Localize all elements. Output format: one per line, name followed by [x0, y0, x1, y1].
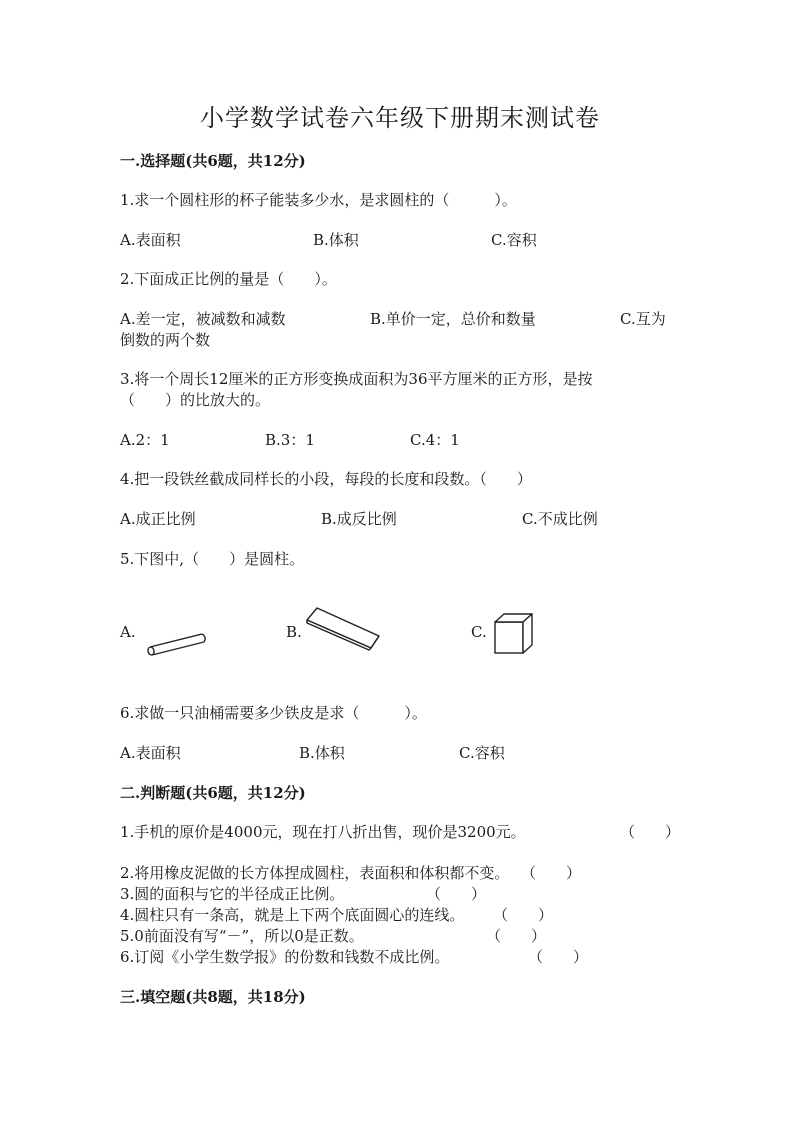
question-4: 4.把一段铁丝截成同样长的小段，每段的长度和段数。（ ）	[120, 470, 532, 488]
question-2: 2.下面成正比例的量是（ ）。	[120, 270, 337, 288]
q1-option-c: C.容积	[491, 231, 537, 249]
q3-option-a: A.2：1	[120, 431, 170, 449]
q2-option-a: A.差一定，被减数和减数	[120, 310, 286, 328]
judgment-5: 5.0前面没有写“－”，所以0是正数。	[120, 927, 364, 945]
page-title: 小学数学试卷六年级下册期末测试卷	[200, 104, 600, 132]
rectangular-bar-figure	[305, 606, 381, 652]
q2-option-c-wrap: 倒数的两个数	[120, 331, 211, 349]
q5-option-c: C.	[471, 623, 487, 641]
question-3-line2: （ ）的比放大的。	[120, 391, 271, 409]
q2-option-b: B.单价一定，总价和数量	[370, 310, 536, 328]
section-heading-judgment: 二.判断题(共6题，共12分)	[120, 784, 306, 802]
judgment-6-blank: （ ）	[528, 948, 589, 966]
q2-option-c: C.互为	[620, 310, 666, 328]
judgment-4: 4.圆柱只有一条高，就是上下两个底面圆心的连线。	[120, 906, 465, 924]
judgment-2-blank: （ ）	[521, 864, 582, 882]
question-6: 6.求做一只油桶需要多少铁皮是求（ ）。	[120, 704, 427, 722]
judgment-3-blank: （ ）	[426, 885, 487, 903]
section-heading-fill: 三.填空题(共8题，共18分)	[120, 988, 306, 1006]
section-heading-choice: 一.选择题(共6题，共12分)	[120, 152, 306, 170]
q1-option-a: A.表面积	[120, 231, 181, 249]
question-3-line1: 3.将一个周长12厘米的正方形变换成面积为36平方厘米的正方形，是按	[120, 370, 593, 388]
q3-option-c: C.4：1	[410, 431, 460, 449]
judgment-1-blank: （ ）	[620, 823, 681, 841]
question-5: 5.下图中,（ ）是圆柱。	[120, 550, 305, 568]
judgment-3: 3.圆的面积与它的半径成正比例。	[120, 885, 345, 903]
judgment-4-blank: （ ）	[493, 906, 554, 924]
q4-option-c: C.不成比例	[522, 510, 598, 528]
judgment-5-blank: （ ）	[486, 927, 547, 945]
judgment-6: 6.订阅《小学生数学报》的份数和钱数不成比例。	[120, 948, 450, 966]
q6-option-b: B.体积	[299, 744, 345, 762]
q1-option-b: B.体积	[313, 231, 359, 249]
judgment-1: 1.手机的原价是4000元，现在打八折出售，现价是3200元。	[120, 823, 526, 841]
q4-option-a: A.成正比例	[120, 510, 196, 528]
q3-option-b: B.3：1	[265, 431, 315, 449]
thin-cylinder-figure	[143, 630, 209, 658]
q5-option-b: B.	[286, 623, 302, 641]
judgment-2: 2.将用橡皮泥做的长方体捏成圆柱，表面积和体积都不变。	[120, 864, 510, 882]
cube-figure	[493, 612, 535, 656]
q5-option-a: A.	[120, 623, 136, 641]
question-1: 1.求一个圆柱形的杯子能装多少水，是求圆柱的（ ）。	[120, 191, 517, 209]
q4-option-b: B.成反比例	[321, 510, 397, 528]
q6-option-a: A.表面积	[120, 744, 181, 762]
q6-option-c: C.容积	[459, 744, 505, 762]
